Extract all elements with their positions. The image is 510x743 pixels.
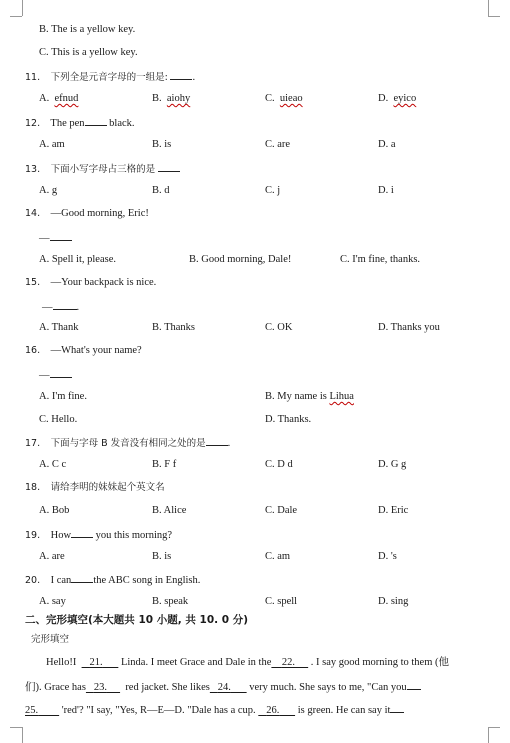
question-15 — [25, 276, 156, 289]
question-stem: How — [50, 530, 72, 541]
question-stem: you this morning? — [95, 530, 173, 541]
passage-blank-22 — [271, 657, 308, 668]
blank-number: 26. — [266, 705, 280, 716]
answer-blank — [53, 299, 77, 310]
crop-mark — [488, 16, 500, 17]
q17-option-b: B. F f — [152, 459, 177, 470]
question-number: 14. — [25, 208, 41, 219]
blank-number: 22. — [281, 657, 296, 668]
option-letter: B. — [152, 93, 162, 104]
passage-line-1 — [46, 656, 449, 669]
question-number: 19. — [25, 530, 41, 541]
answer-blank — [71, 572, 93, 583]
crop-mark — [488, 727, 500, 728]
q17-option-c: C. D d — [265, 459, 293, 470]
answer-blank — [50, 367, 72, 378]
option-text: eyico — [393, 93, 417, 104]
q12-option-c: C. are — [265, 139, 291, 150]
q13-option-a: A. g — [39, 185, 58, 196]
option-text: aiohy — [166, 93, 191, 104]
passage-blank-23 — [86, 682, 120, 693]
crop-mark — [22, 0, 23, 16]
q12-option-d: D. a — [378, 139, 396, 150]
q10-option-c: C. This is a yellow key. — [39, 47, 138, 58]
reply-dash: — — [39, 233, 50, 244]
q15-option-d: D. Thanks you — [378, 322, 440, 333]
question-20 — [25, 572, 200, 587]
question-stem: 下面与字母 B 发音没有相同之处的是 — [50, 438, 206, 449]
q12-option-b: B. is — [152, 139, 172, 150]
question-number: 20. — [25, 575, 41, 586]
q17-option-d: D. G g — [378, 459, 407, 470]
question-number: 16. — [25, 345, 41, 356]
passage-text: . I say good morning to them (他 — [310, 657, 449, 668]
option-letter: A. — [39, 93, 50, 104]
q20-option-d: D. sing — [378, 596, 409, 607]
crop-mark — [22, 727, 23, 743]
q16-option-b — [265, 390, 354, 403]
q16-option-a: A. I'm fine. — [39, 391, 87, 402]
blank-number: 23. — [93, 682, 107, 693]
question-stem: 下列全是元音字母的一组是: — [50, 72, 168, 83]
question-number: 15. — [25, 277, 41, 288]
passage-blank-21 — [82, 657, 119, 668]
passage-line-2 — [25, 679, 421, 694]
q16-reply-line — [39, 367, 72, 382]
option-text: B. My name is — [265, 391, 330, 402]
question-12 — [25, 115, 135, 130]
answer-blank — [71, 527, 93, 538]
question-tail: . — [192, 72, 196, 83]
q19-option-d: D. 's — [378, 551, 397, 562]
blank-number: 21. — [89, 657, 103, 668]
q20-option-a: A. say — [39, 596, 66, 607]
q16-option-d: D. Thanks. — [265, 414, 312, 425]
q15-option-b: B. Thanks — [152, 322, 195, 333]
crop-mark — [488, 0, 489, 16]
answer-blank — [407, 679, 421, 690]
answer-blank — [206, 435, 228, 446]
question-stem: —Your backpack is nice. — [50, 277, 157, 288]
q20-option-c: C. spell — [265, 596, 298, 607]
blank-number: 25. — [25, 705, 39, 716]
q14-reply-line — [39, 230, 72, 245]
q10-option-b: B. The is a yellow key. — [39, 24, 136, 35]
reply-dash: — — [42, 302, 53, 313]
passage-blank-25 — [25, 705, 59, 716]
q18-option-b: B. Alice — [152, 505, 187, 516]
q11-option-c — [265, 92, 303, 105]
question-stem: 下面小写字母占三格的是 — [50, 164, 156, 175]
q19-option-a: A. are — [39, 551, 65, 562]
q14-option-b: B. Good morning, Dale! — [189, 254, 292, 265]
q11-option-a — [39, 92, 78, 105]
passage-text: 们). Grace has — [25, 682, 86, 693]
question-stem: black. — [109, 118, 135, 129]
q15-option-a: A. Thank — [39, 322, 79, 333]
crop-mark — [10, 727, 22, 728]
question-18 — [25, 481, 165, 494]
q15-option-c: C. OK — [265, 322, 293, 333]
question-17 — [25, 435, 230, 450]
answer-blank — [390, 702, 404, 713]
passage-text: Linda. I meet Grace and Dale in the — [120, 657, 272, 668]
question-16 — [25, 344, 142, 357]
q18-option-d: D. Eric — [378, 505, 409, 516]
passage-text: Hello!I — [46, 657, 77, 668]
answer-blank — [85, 115, 107, 126]
question-14 — [25, 207, 149, 220]
passage-line-3 — [25, 702, 404, 717]
q18-option-a: A. Bob — [39, 505, 70, 516]
q13-option-d: D. i — [378, 185, 394, 196]
answer-blank — [158, 161, 180, 172]
q20-option-b: B. speak — [152, 596, 189, 607]
option-text: efnud — [54, 93, 79, 104]
section-heading: 二、完形填空(本大题共 10 小题, 共 10. 0 分) — [25, 614, 249, 626]
q14-option-c: C. I'm fine, thanks. — [340, 254, 421, 265]
q17-option-a: A. C c — [39, 459, 67, 470]
passage-blank-24 — [210, 682, 247, 693]
question-stem: 请给李明的妹妹起个英文名 — [50, 482, 165, 493]
question-stem: the ABC song in English. — [93, 575, 201, 586]
passage-text: 'red'? "I say, "Yes, R—E—D. "Dale has a cup. — [61, 705, 256, 716]
q13-option-c: C. j — [265, 185, 281, 196]
passage-text: is green. He can say it — [297, 705, 391, 716]
crop-mark — [488, 727, 489, 743]
q15-reply-line — [42, 299, 79, 314]
option-letter: C. — [265, 93, 275, 104]
question-number: 12. — [25, 118, 41, 129]
q18-option-c: C. Dale — [265, 505, 298, 516]
question-11 — [25, 69, 195, 84]
passage-text: very much. She says to me, "Can you — [249, 682, 407, 693]
q19-option-b: B. is — [152, 551, 172, 562]
question-tail: . — [227, 438, 231, 449]
option-text: uieao — [279, 93, 303, 104]
q19-option-c: C. am — [265, 551, 291, 562]
passage-text: red jacket. She likes — [125, 682, 210, 693]
answer-blank — [50, 230, 72, 241]
q13-option-b: B. d — [152, 185, 170, 196]
question-number: 11. — [25, 72, 41, 83]
question-number: 17. — [25, 438, 41, 449]
question-number: 18. — [25, 482, 41, 493]
question-stem: —Good morning, Eric! — [50, 208, 149, 219]
q16-option-c: C. Hello. — [39, 414, 78, 425]
section-subtitle: 完形填空 — [31, 634, 70, 645]
option-letter: D. — [378, 93, 389, 104]
q12-option-a: A. am — [39, 139, 65, 150]
question-stem: The pen — [50, 118, 85, 129]
blank-number: 24. — [217, 682, 231, 693]
answer-blank — [170, 69, 192, 80]
reply-tail: . — [76, 302, 80, 313]
option-text: Lihua — [329, 391, 354, 402]
reply-dash: — — [39, 370, 50, 381]
q11-option-b — [152, 92, 190, 105]
q14-option-a: A. Spell it, please. — [39, 254, 116, 265]
question-13 — [25, 161, 180, 176]
question-19 — [25, 527, 172, 542]
question-stem: —What's your name? — [50, 345, 142, 356]
q11-option-d — [378, 92, 416, 105]
passage-blank-26 — [258, 705, 295, 716]
crop-mark — [10, 16, 22, 17]
question-stem: I can — [50, 575, 72, 586]
question-number: 13. — [25, 164, 41, 175]
